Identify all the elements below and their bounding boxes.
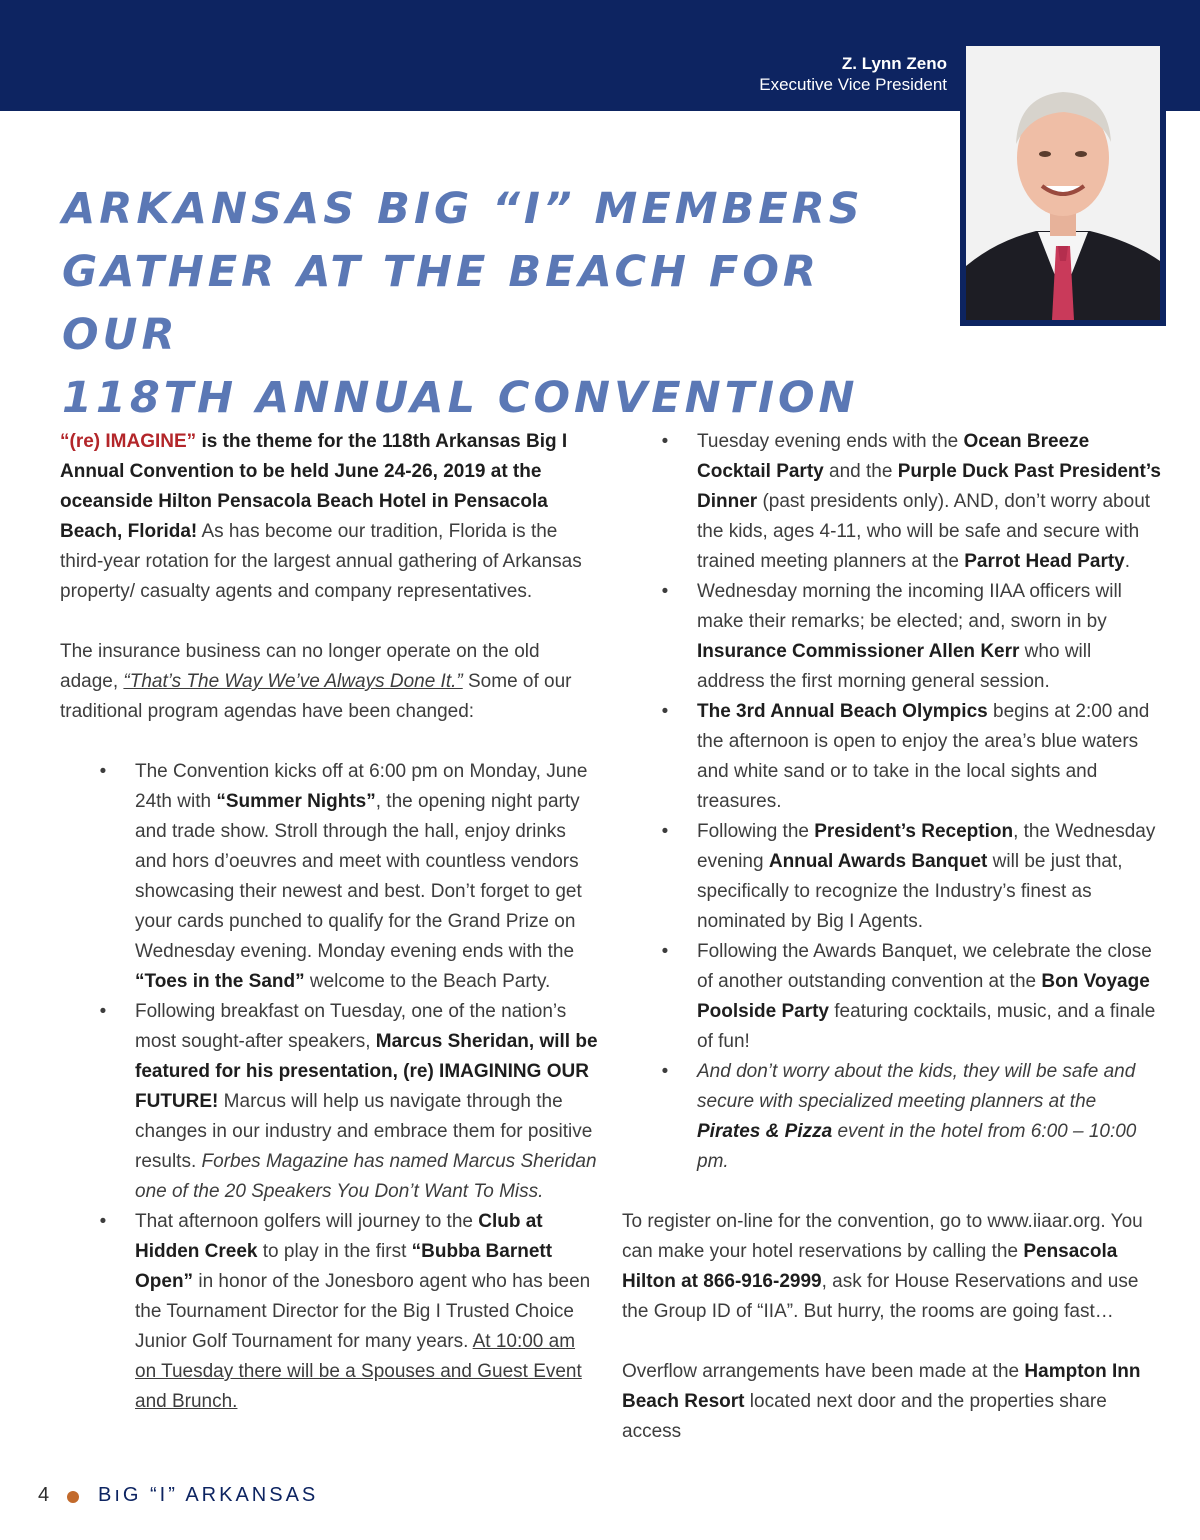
list-item [60,997,600,1207]
article-title [62,178,922,430]
list-item [60,757,600,997]
item-text: begins at 2:00 and the afternoon is open to enjoy the area’s blue waters and white sand or to take in the local sights and treasures. [697,701,1150,812]
event-parrot-head: Parrot Head Party [964,551,1125,572]
left-bullet-list [60,757,600,1417]
event-summer-nights: “Summer Nights” [216,791,376,812]
item-text: (past presidents only). AND, don’t worry about the kids, ages 4-11, who will be safe and secure with trained meeting planners at the [697,491,1151,572]
commissioner-name: Insurance Commissioner Allen Kerr [697,641,1020,662]
intro-paragraph [60,427,600,607]
title-line-2: GATHER AT THE BEACH FOR OUR [62,247,821,360]
spouses-event-note: At 10:00 am on Tuesday there will be a Spouses and Guest Event and Brunch. [135,1331,582,1412]
list-item [622,937,1162,1057]
event-bon-voyage: Bon Voyage Poolside Party [697,971,1150,1022]
left-column [60,427,600,1417]
footer-dot-icon [67,1491,79,1503]
author-title: Executive Vice President [759,75,947,94]
adage-paragraph [60,637,600,727]
bullet-icon: • [661,701,669,722]
item-text: Wednesday morning the incoming IIAA officers will make their remarks; be elected; and, sworn in by [697,581,1122,632]
item-text: will be just that, specifically to recognize the Industry’s finest as nominated by Big I Agents. [697,851,1123,932]
intro-bold: is the theme for the 118th Arkansas Big I Annual Convention to be held June 24-26, 2019 at the oceanside Hilton Pensacola Beach Hotel in Pensacola Beach, Florida! [60,431,568,542]
item-text: . [1124,551,1131,572]
right-column [622,427,1162,1447]
author-byline [759,54,947,95]
forbes-note: Forbes Magazine has named Marcus Sheridan one of the 20 Speakers You Don’t Want To Miss. [135,1151,597,1202]
bullet-icon: • [661,431,669,452]
register-text-c: , ask for House Reservations and use the Group ID of “IIA”. But hurry, the rooms are going fast… [622,1271,1139,1322]
item-text: Following the [697,821,815,842]
item-text: Following the Awards Banquet, we celebrate the close of another outstanding convention at the [697,941,1152,992]
event-purple-duck: Purple Duck Past President’s Dinner [697,461,1161,512]
bullet-icon: • [99,1211,107,1232]
item-text: , the Wednesday evening [697,821,1156,872]
portrait-image [966,46,1160,320]
overflow-paragraph [622,1357,1162,1447]
author-name: Z. Lynn Zeno [841,54,947,73]
item-text: Tuesday evening ends with the [697,431,964,452]
adage-text-b: Some of our traditional program agendas have been changed: [60,671,572,722]
item-text: featuring cocktails, music, and a finale of fun! [697,1001,1156,1052]
title-line-1: ARKANSAS BIG “I” MEMBERS [62,184,864,234]
item-text: That afternoon golfers will journey to the [135,1211,479,1232]
bullet-icon: • [661,821,669,842]
item-text: Following breakfast on Tuesday, one of the nation’s most sought-after speakers, [135,1001,567,1052]
bullet-icon: • [661,1061,669,1082]
right-bullet-list [622,427,1162,1177]
bullet-icon: • [99,1001,107,1022]
register-paragraph [622,1207,1162,1327]
list-item [622,697,1162,817]
list-item [622,817,1162,937]
bullet-icon: • [661,581,669,602]
author-photo [960,40,1166,326]
register-text-a: To register on-line for the convention, go to www.iiaar.org. You can make your hotel reservations by calling the [622,1211,1143,1262]
overflow-text-c: located next door and the properties share access [622,1391,1107,1442]
bullet-icon: • [661,941,669,962]
item-text: and the [823,461,898,482]
list-item [622,1057,1162,1177]
event-awards-banquet: Annual Awards Banquet [768,851,988,872]
event-beach-olympics: The 3rd Annual Beach Olympics [697,701,988,722]
item-text: welcome to the Beach Party. [304,971,551,992]
event-toes-in-sand: “Toes in the Sand” [135,971,305,992]
list-item [60,1207,600,1417]
item-text: to play in the first [257,1241,412,1262]
title-line-3: 118TH ANNUAL CONVENTION [62,373,859,423]
event-presidents-reception: President’s Reception [814,821,1014,842]
speaker-highlight: Marcus Sheridan, will be featured for his presentation, (re) IMAGINING OUR FUTURE! [135,1031,598,1112]
adage-text-a: The insurance business can no longer operate on the old adage, [60,641,540,692]
item-text: , the opening night party and trade show. Stroll through the hall, enjoy drinks and hors d’oeuvres and meet with countless vendors showcasing their newest and best. Don’t forget to get your cards punched to qualify for the Grand Prize on Wednesday evening. Monday evening ends with the [135,791,582,962]
item-text: in honor of the Jonesboro agent who has been the Tournament Director for the Big I Trusted Choice Junior Golf Tournament for many years. [135,1271,591,1352]
magazine-name: BıG “I” ARKANSAS [98,1484,319,1506]
item-text: And don’t worry about the kids, they will be safe and secure with specialized meeting planners at the [697,1061,1136,1112]
venue-hidden-creek: Club at Hidden Creek [135,1211,543,1262]
intro-rest: As has become our tradition, Florida is the third-year rotation for the largest annual gathering of Arkansas property/ casualty agents and company representatives. [60,521,582,602]
list-item [622,577,1162,697]
page-number: 4 [38,1484,50,1506]
item-text: who will address the first morning general session. [697,641,1092,692]
item-text: The Convention kicks off at 6:00 pm on Monday, June 24th with [135,761,588,812]
list-item [622,427,1162,577]
hilton-phone: Pensacola Hilton at 866-916-2999 [622,1241,1118,1292]
event-ocean-breeze: Ocean Breeze Cocktail Party [697,431,1090,482]
bullet-icon: • [99,761,107,782]
event-bubba-barnett: “Bubba Barnett Open” [135,1241,553,1292]
item-text: event in the hotel from 6:00 – 10:00 pm. [697,1121,1137,1172]
item-text: Marcus will help us navigate through the changes in our industry and embrace them for positive results. [135,1091,593,1172]
adage-quote: “That’s The Way We’ve Always Done It.” [123,671,463,692]
event-pirates-pizza: Pirates & Pizza [697,1121,833,1142]
theme-name: “(re) IMAGINE” [60,431,197,452]
overflow-text-a: Overflow arrangements have been made at the [622,1361,1025,1382]
hampton-inn: Hampton Inn Beach Resort [622,1361,1141,1412]
